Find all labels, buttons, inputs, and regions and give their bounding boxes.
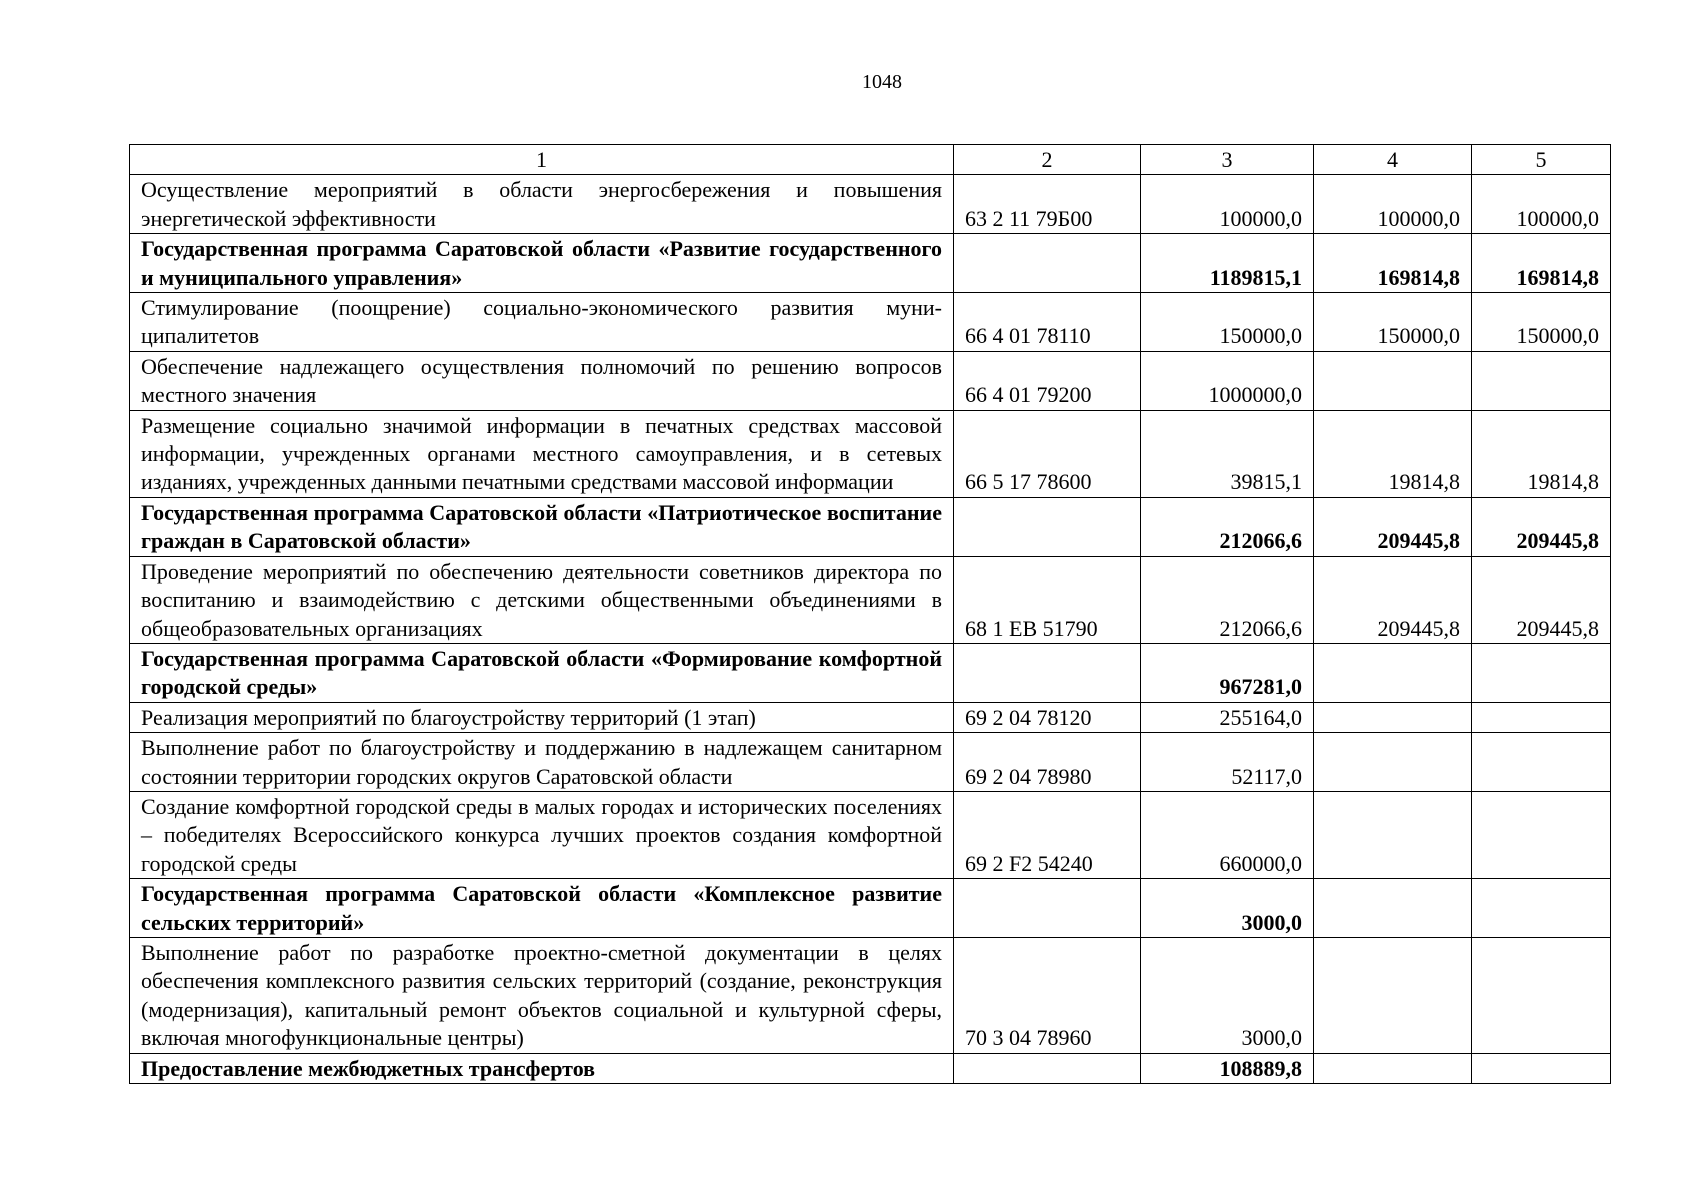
row-name: Предоставление межбюджетных трансфертов — [130, 1053, 954, 1083]
header-col-4: 4 — [1314, 145, 1472, 175]
row-name: Выполнение работ по благоустройству и поддержанию в надлежащем санитарном состоянии территории городских округов Саратовской области — [130, 733, 954, 792]
row-name: Государственная программа Саратовской области «Формирование комфортной городской среды» — [130, 643, 954, 702]
row-code: 66 4 01 78110 — [954, 293, 1141, 352]
row-value-col-5: 209445,8 — [1472, 497, 1611, 556]
row-value-col-3: 52117,0 — [1141, 733, 1314, 792]
row-value-col-4 — [1314, 702, 1472, 732]
row-value-col-5 — [1472, 702, 1611, 732]
row-value-col-5: 209445,8 — [1472, 556, 1611, 643]
row-value-col-3: 150000,0 — [1141, 293, 1314, 352]
budget-table — [129, 144, 1611, 1084]
row-value-col-3: 1189815,1 — [1141, 234, 1314, 293]
row-code — [954, 879, 1141, 938]
row-value-col-4 — [1314, 643, 1472, 702]
row-value-col-5: 19814,8 — [1472, 410, 1611, 497]
row-value-col-5: 150000,0 — [1472, 293, 1611, 352]
table-row — [130, 410, 1611, 497]
row-code — [954, 497, 1141, 556]
row-code: 66 5 17 78600 — [954, 410, 1141, 497]
table-row — [130, 1053, 1611, 1083]
row-code: 69 2 04 78120 — [954, 702, 1141, 732]
row-value-col-4: 209445,8 — [1314, 556, 1472, 643]
row-code: 70 3 04 78960 — [954, 937, 1141, 1053]
table-row — [130, 733, 1611, 792]
row-name: Размещение социально значимой информации в печатных средствах массовой информации, учрежденных органами местного самоуправления, и в сетевых изданиях, учрежденных данными печатными средствами массовой информации — [130, 410, 954, 497]
row-value-col-5 — [1472, 733, 1611, 792]
row-value-col-3: 3000,0 — [1141, 879, 1314, 938]
header-col-3: 3 — [1141, 145, 1314, 175]
row-value-col-3: 108889,8 — [1141, 1053, 1314, 1083]
row-value-col-5: 169814,8 — [1472, 234, 1611, 293]
row-name: Государственная программа Саратовской области «Комплексное развитие сельских территорий» — [130, 879, 954, 938]
table-body — [130, 175, 1611, 1084]
table-row — [130, 937, 1611, 1053]
row-code: 63 2 11 79Б00 — [954, 175, 1141, 234]
row-name: Создание комфортной городской среды в малых городах и исторических поселениях – победителях Всероссийского конкурса лучших проектов создания комфортной городской среды — [130, 791, 954, 878]
row-name: Обеспечение надлежащего осуществления полномочий по решению вопросов местного значения — [130, 351, 954, 410]
row-value-col-4 — [1314, 733, 1472, 792]
row-value-col-3: 967281,0 — [1141, 643, 1314, 702]
row-value-col-3: 39815,1 — [1141, 410, 1314, 497]
row-value-col-4 — [1314, 879, 1472, 938]
row-name: Государственная программа Саратовской области «Развитие государственного и муниципального управления» — [130, 234, 954, 293]
row-value-col-4: 169814,8 — [1314, 234, 1472, 293]
row-name: Выполнение работ по разработке проектно-сметной документации в целях обеспечения комплексного развития сельских территорий (создание, реконструкция (модернизация), капитальный ремонт объектов социальной и культурной сферы, включая многофункциональные центры) — [130, 937, 954, 1053]
row-value-col-4: 150000,0 — [1314, 293, 1472, 352]
row-code — [954, 1053, 1141, 1083]
row-value-col-4: 19814,8 — [1314, 410, 1472, 497]
row-value-col-5 — [1472, 791, 1611, 878]
table-row — [130, 175, 1611, 234]
row-value-col-3: 212066,6 — [1141, 556, 1314, 643]
row-value-col-4: 100000,0 — [1314, 175, 1472, 234]
table-row — [130, 643, 1611, 702]
row-value-col-5 — [1472, 1053, 1611, 1083]
row-value-col-4: 209445,8 — [1314, 497, 1472, 556]
row-code: 68 1 EB 51790 — [954, 556, 1141, 643]
row-code — [954, 643, 1141, 702]
row-value-col-3: 1000000,0 — [1141, 351, 1314, 410]
row-name: Государственная программа Саратовской области «Патриотическое воспитание граждан в Саратовской области» — [130, 497, 954, 556]
header-col-2: 2 — [954, 145, 1141, 175]
row-value-col-4 — [1314, 791, 1472, 878]
table-row — [130, 293, 1611, 352]
row-value-col-4 — [1314, 351, 1472, 410]
row-value-col-3: 100000,0 — [1141, 175, 1314, 234]
table-row — [130, 234, 1611, 293]
row-code: 66 4 01 79200 — [954, 351, 1141, 410]
header-col-5: 5 — [1472, 145, 1611, 175]
row-value-col-3: 255164,0 — [1141, 702, 1314, 732]
row-value-col-5 — [1472, 879, 1611, 938]
row-value-col-5 — [1472, 351, 1611, 410]
row-code: 69 2 04 78980 — [954, 733, 1141, 792]
table-row — [130, 879, 1611, 938]
table-row — [130, 497, 1611, 556]
row-code — [954, 234, 1141, 293]
row-code: 69 2 F2 54240 — [954, 791, 1141, 878]
row-value-col-3: 212066,6 — [1141, 497, 1314, 556]
row-value-col-5 — [1472, 643, 1611, 702]
row-value-col-3: 660000,0 — [1141, 791, 1314, 878]
table-row — [130, 556, 1611, 643]
page-number: 1048 — [862, 71, 902, 93]
header-row — [130, 145, 1611, 175]
row-value-col-4 — [1314, 1053, 1472, 1083]
table-row — [130, 702, 1611, 732]
row-name: Осуществление мероприятий в области энергосбережения и повышения энергетической эффективности — [130, 175, 954, 234]
row-value-col-3: 3000,0 — [1141, 937, 1314, 1053]
table-row — [130, 791, 1611, 878]
header-col-1: 1 — [130, 145, 954, 175]
row-name: Реализация мероприятий по благоустройству территорий (1 этап) — [130, 702, 954, 732]
row-value-col-4 — [1314, 937, 1472, 1053]
row-value-col-5 — [1472, 937, 1611, 1053]
table-row — [130, 351, 1611, 410]
row-name: Стимулирование (поощрение) социально-экономического развития муниципалитетов — [130, 293, 954, 352]
row-value-col-5: 100000,0 — [1472, 175, 1611, 234]
row-name: Проведение мероприятий по обеспечению деятельности советников директора по воспитанию и взаимодействию с детскими общественными объединениями в общеобразовательных организациях — [130, 556, 954, 643]
